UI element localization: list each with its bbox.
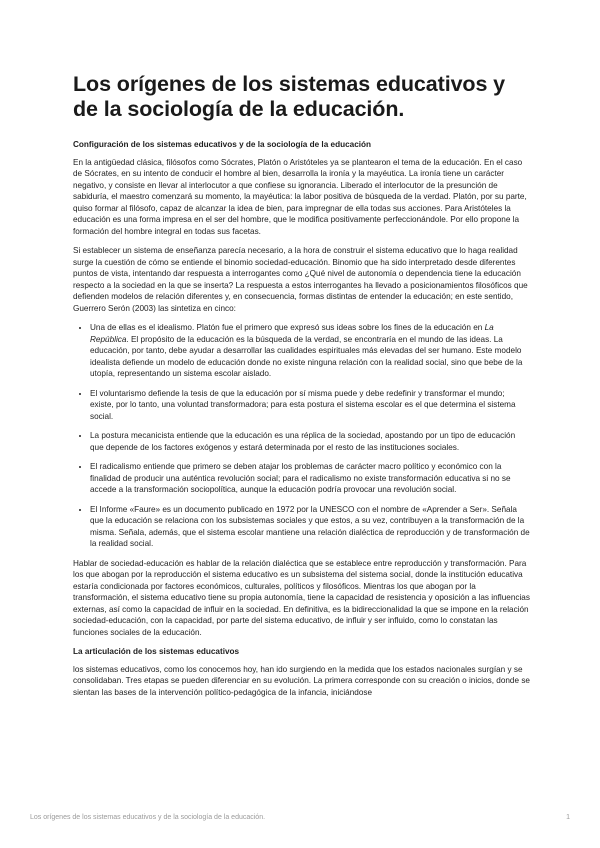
list-item: • El voluntarismo defiende la tesis de que la educación por sí misma puede y debe redefinir y transformar el mundo; existe, por lo tanto, una voluntad transformadora; para esta postura el sistema escolar es el que determina el sistema social.	[90, 388, 530, 423]
book-title: La República	[90, 323, 494, 344]
section-heading-articulacion: La articulación de los sistemas educativos	[73, 647, 240, 656]
section-heading-configuracion: Configuración de los sistemas educativos y de la sociología de la educación	[73, 140, 372, 149]
bullet-list	[73, 322, 530, 550]
list-item: • El Informe «Faure» es un documento publicado en 1972 por la UNESCO con el nombre de «Aprender a Ser». Señala que la educación se relaciona con los subsistemas sociales y que estos, a su vez, contribuyen a la transformación de la misma. Señala, además, que el sistema escolar mantiene una relación dialéctica de reproducción y de transformación de la realidad social.	[90, 504, 530, 550]
list-item: • El radicalismo entiende que primero se deben atajar los problemas de carácter macro político y económico con la finalidad de producir una auténtica revolución social; para el radicalismo no existe transformación educativa si no se accede a la transformación sociopolítica, aunque la educación podría provocar una revolución social.	[90, 461, 530, 496]
paragraph: Hablar de sociedad-educación es hablar de la relación dialéctica que se establece entre reproducción y transformación. Para los que abogan por la reproducción el sistema educativo es un subsistema del sistema social, donde la institución educativa estaría condicionada por factores económicos, culturales, políticos y filosóficos. Mientras los que abogan por la transformación, el sistema educativo tiene su propia autonomía, tiene la capacidad de resistencia y oposición a las influencias externas, así como la capacidad de influir en la sociedad. En definitiva, es la bidireccionalidad la que se impone en la relación sociedad-educación, con la capacidad, por parte del sistema educativo, de influir y ser influido, como lo constatan las funciones sociales de la educación.	[73, 558, 530, 637]
page-footer	[30, 813, 570, 822]
footer-text: Los orígenes de los sistemas educativos y de la sociología de la educación.	[30, 814, 266, 821]
list-item: • La postura mecanicista entiende que la educación es una réplica de la sociedad, apostando por un tipo de educación que depende de los factores exógenos y estará determinada por el resto de las instituciones sociales.	[90, 430, 530, 453]
paragraph: En la antigüedad clásica, filósofos como Sócrates, Platón o Aristóteles ya se plantearon el tema de la educación. En el caso de Sócrates, en su intento de conducir el hombre al bien, desarrolla la ironía y la mayéutica. La ironía tiene un carácter negativo, y consiste en llevar al interlocutor a que confiese su ignorancia. Liberado el interlocutor de la presunción de sabiduría, el maestro comenzará su momento, la mayéutica: la labor positiva de búsqueda de la verdad. Platón, por su parte, quiso formar al filósofo, capaz de alcanzar la idea de bien, para impregnar de ella todas sus acciones. Para Aristóteles la educación es una forma impresa en el ser del hombre, que le modifica positivamente perfeccionándole. Por ello propone la formación del hombre integral en todas sus facetas.	[73, 157, 527, 236]
paragraph: los sistemas educativos, como los conocemos hoy, han ido surgiendo en la medida que los estados nacionales surgían y se consolidaban. Tres etapas se pueden diferenciar en su evolución. La primera corresponde con su creación o inicios, donde se sientan las bases de la intervención político-pedagógica de la infancia, iniciándose	[73, 664, 530, 697]
page-number: 1	[566, 814, 570, 821]
page-title: Los orígenes de los sistemas educativos y de la sociología de la educación.	[73, 72, 506, 121]
paragraph: Si establecer un sistema de enseñanza parecía necesario, a la hora de construir el sistema educativo que lo haga realidad surge la cuestión de cómo se entiende el binomio sociedad-educación. Binomio que ha sido interpretado desde diferentes puntos de vista, intentando dar respuesta a interrogantes como ¿Qué nivel de autonomía o dependencia tiene la educación respecto a la sociedad en la que se inserta? La respuesta a estos interrogantes ha llevado a posicionamientos filosóficos que defienden modelos de relación diferentes y, en consecuencia, formas distintas de entender la educación; en este sentido, Guerrero Serón (2003) las sintetiza en cinco:	[73, 246, 528, 313]
list-item: • Una de ellas es el idealismo. Platón fue el primero que expresó sus ideas sobre los fines de la educación en La República. El propósito de la educación es la búsqueda de la verdad, se encontraría en el mundo de las ideas. La educación, por tanto, debe ayudar a desarrollar las cualidades espirituales más elevadas del ser humano. Este modelo idealista defiende un modelo de educación donde no existe ninguna relación con la realidad social, sino que bebe de la utopía, representando un sistema escolar aislado.	[90, 322, 530, 380]
document-body	[73, 139, 530, 706]
